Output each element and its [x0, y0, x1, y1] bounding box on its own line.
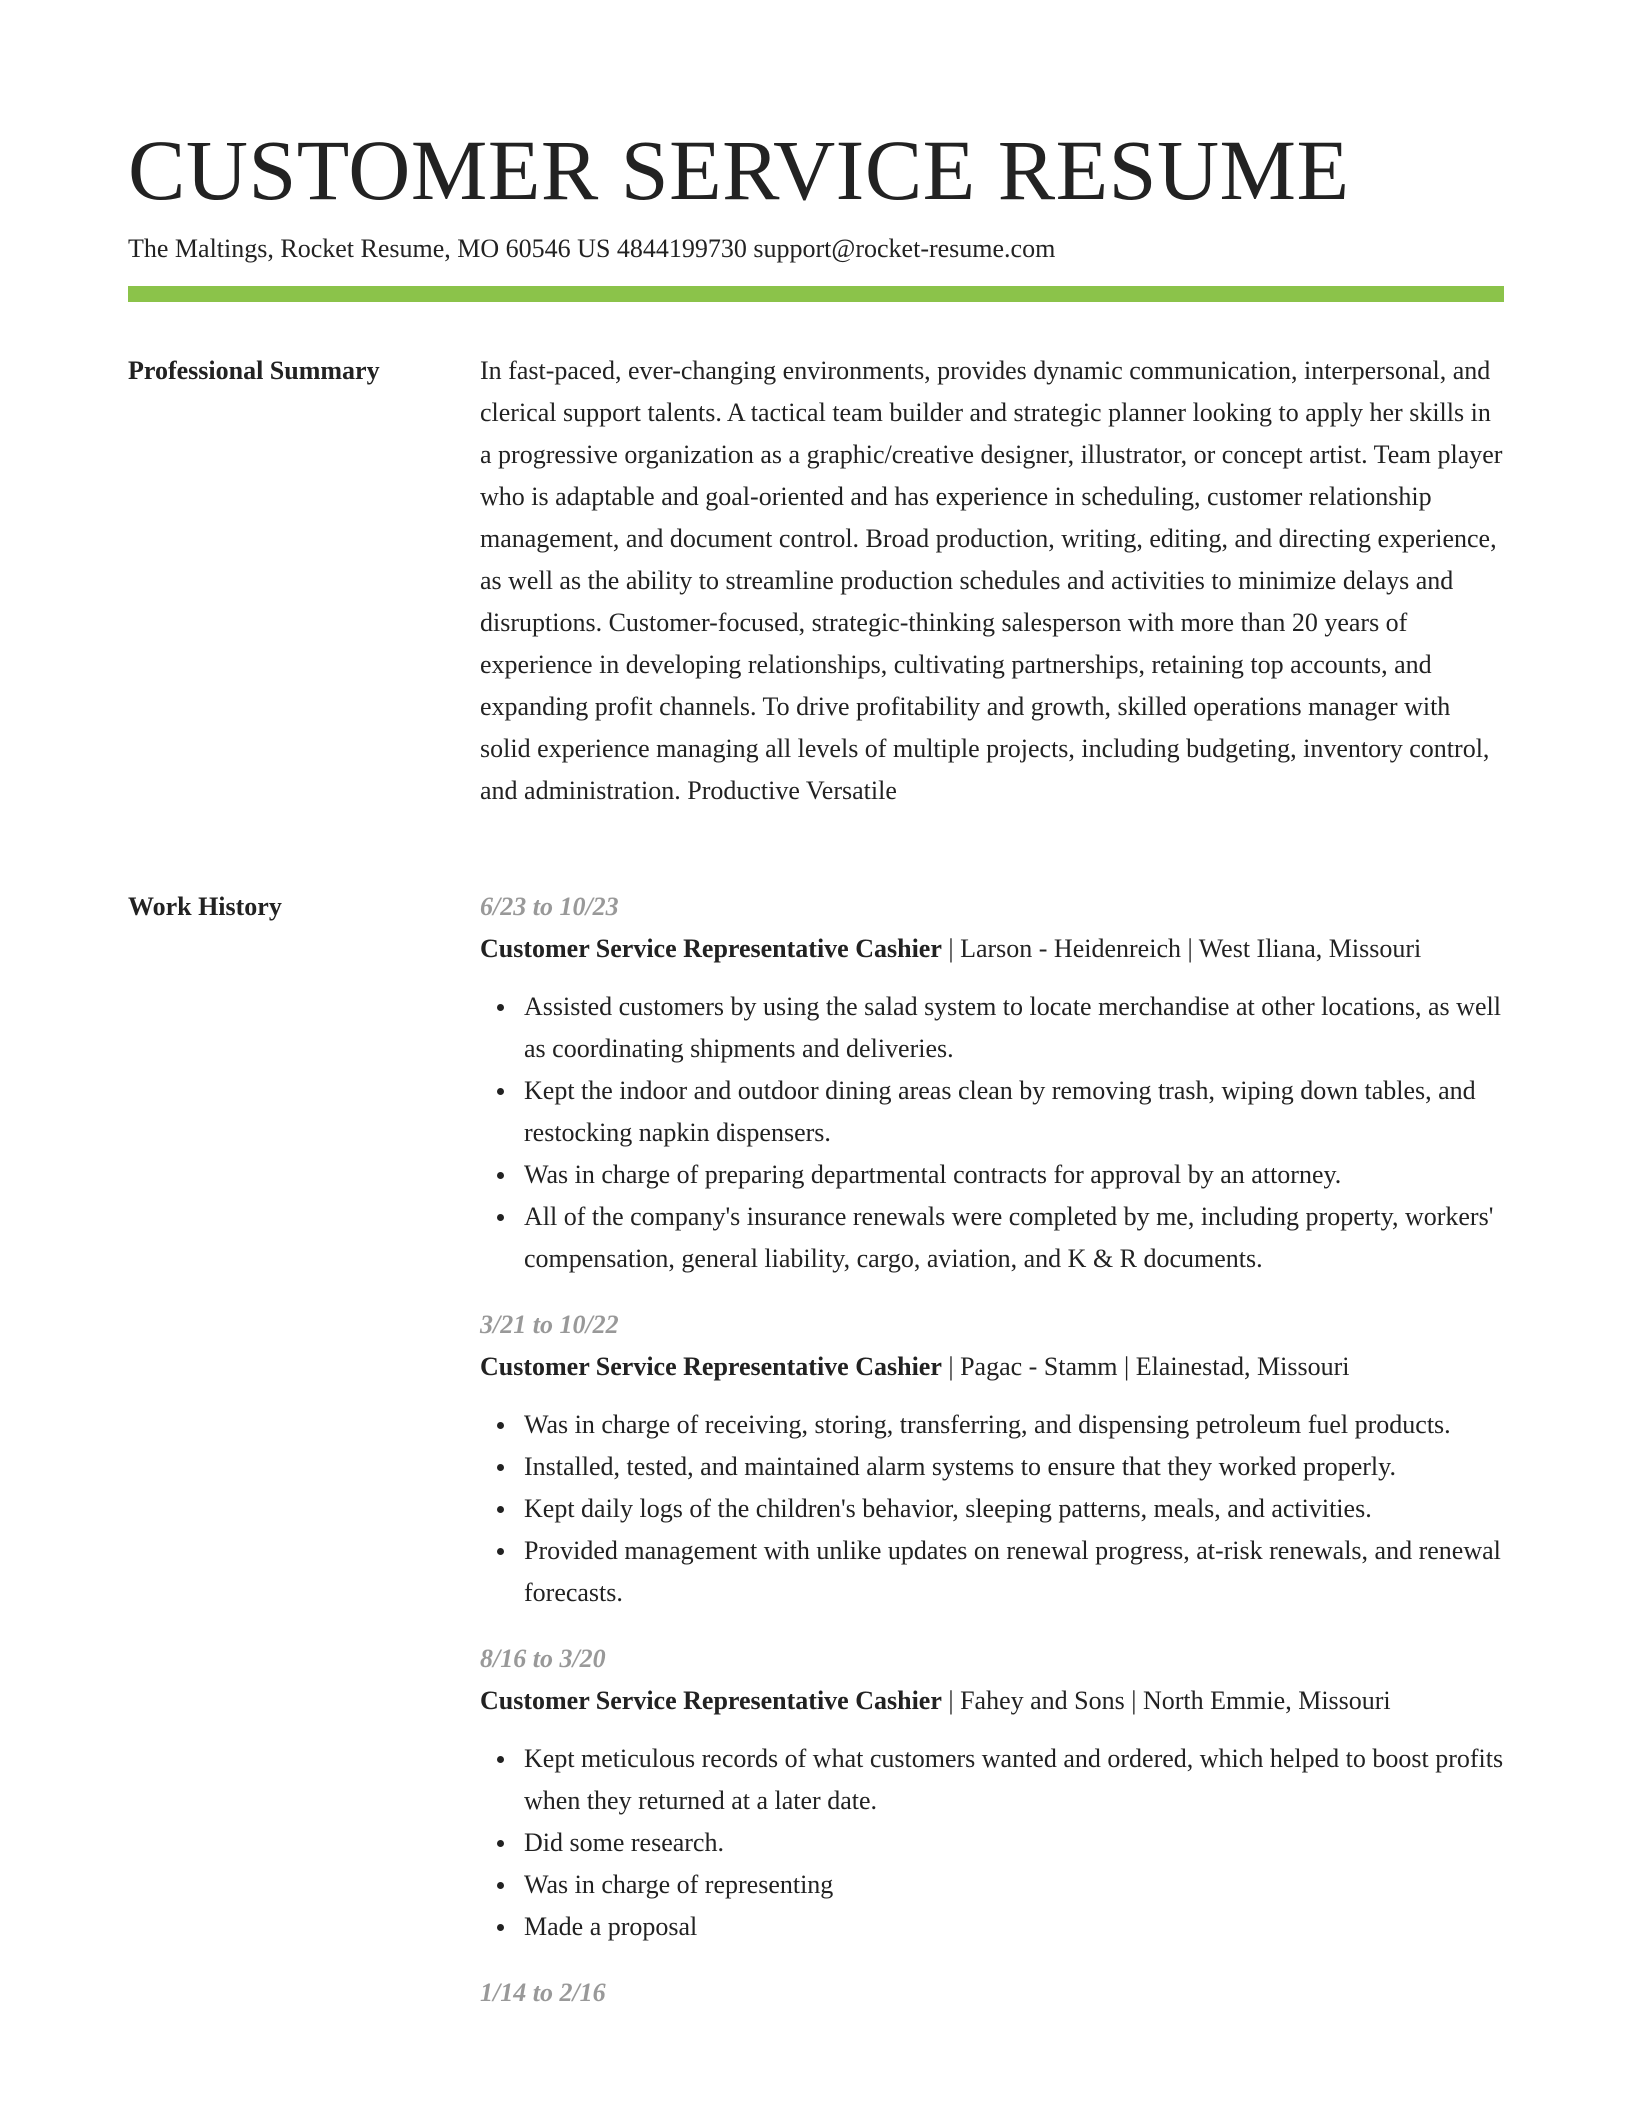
- job-heading: [480, 1680, 1504, 1722]
- job-bullet-list: [480, 1738, 1504, 1948]
- job-bullet-list: [480, 986, 1504, 1280]
- job-dates: 6/23 to 10/23: [480, 892, 619, 921]
- job-title: Customer Service Representative Cashier: [480, 1352, 942, 1381]
- job-dates: 8/16 to 3/20: [480, 1644, 606, 1673]
- job-bullet: Kept the indoor and outdoor dining areas clean by removing trash, wiping down tables, and restocking napkin dispensers.: [524, 1070, 1504, 1154]
- job-heading: [480, 928, 1504, 970]
- job-title: Customer Service Representative Cashier: [480, 934, 942, 963]
- summary-text: In fast-paced, ever-changing environments, provides dynamic communication, interpersonal, and clerical support talents. A tactical team builder and strategic planner looking to apply her skills in a progressive organization as a graphic/creative designer, illustrator, or concept artist. Team player who is adaptable and goal-oriented and has experience in scheduling, customer relationship management, and document control. Broad production, writing, editing, and directing experience, as well as the ability to streamline production schedules and activities to minimize delays and disruptions. Customer-focused, strategic-thinking salesperson with more than 20 years of experience in developing relationships, cultivating partnerships, retaining top accounts, and expanding profit channels. To drive profitability and growth, skilled operations manager with solid experience managing all levels of multiple projects, including budgeting, inventory control, and administration. Productive Versatile: [480, 356, 1503, 805]
- job-details: | Fahey and Sons | North Emmie, Missouri: [941, 1686, 1391, 1715]
- job-bullet: Provided management with unlike updates on renewal progress, at-risk renewals, and renewal forecasts.: [524, 1530, 1504, 1614]
- work-history-body: [480, 886, 1504, 2038]
- job-bullet: Made a proposal: [524, 1906, 1504, 1948]
- job-bullet: Kept meticulous records of what customers wanted and ordered, which helped to boost profits when they returned at a later date.: [524, 1738, 1504, 1822]
- job-details: | Larson - Heidenreich | West Iliana, Missouri: [941, 934, 1422, 963]
- summary-label: Professional Summary: [128, 356, 380, 385]
- job-bullet-list: [480, 1404, 1504, 1614]
- job-bullet: Assisted customers by using the salad system to locate merchandise at other locations, as well as coordinating shipments and deliveries.: [524, 986, 1504, 1070]
- job-bullet: Kept daily logs of the children's behavior, sleeping patterns, meals, and activities.: [524, 1488, 1504, 1530]
- job-dates: 1/14 to 2/16: [480, 1978, 606, 2007]
- contact-line: The Maltings, Rocket Resume, MO 60546 US 4844199730 support@rocket-resume.com: [128, 234, 1056, 263]
- job-bullet: All of the company's insurance renewals were completed by me, including property, workers' compensation, general liability, cargo, aviation, and K & R documents.: [524, 1196, 1504, 1280]
- resume-title: CUSTOMER SERVICE RESUME: [128, 122, 1350, 218]
- job-bullet: Was in charge of representing: [524, 1864, 1504, 1906]
- header-accent-rule: [128, 286, 1504, 302]
- job-entry: [480, 1638, 1504, 1948]
- job-dates: 3/21 to 10/22: [480, 1310, 619, 1339]
- job-entry: [480, 886, 1504, 1280]
- job-bullet: Installed, tested, and maintained alarm systems to ensure that they worked properly.: [524, 1446, 1504, 1488]
- job-bullet: Was in charge of receiving, storing, transferring, and dispensing petroleum fuel products.: [524, 1404, 1504, 1446]
- job-entry: [480, 1304, 1504, 1614]
- summary-body: [480, 350, 1504, 812]
- job-title: Customer Service Representative Cashier: [480, 1686, 942, 1715]
- work-history-label: Work History: [128, 892, 282, 921]
- job-heading: [480, 1346, 1504, 1388]
- job-bullet: Did some research.: [524, 1822, 1504, 1864]
- job-details: | Pagac - Stamm | Elainestad, Missouri: [941, 1352, 1350, 1381]
- job-entry: [480, 1972, 1504, 2014]
- job-bullet: Was in charge of preparing departmental contracts for approval by an attorney.: [524, 1154, 1504, 1196]
